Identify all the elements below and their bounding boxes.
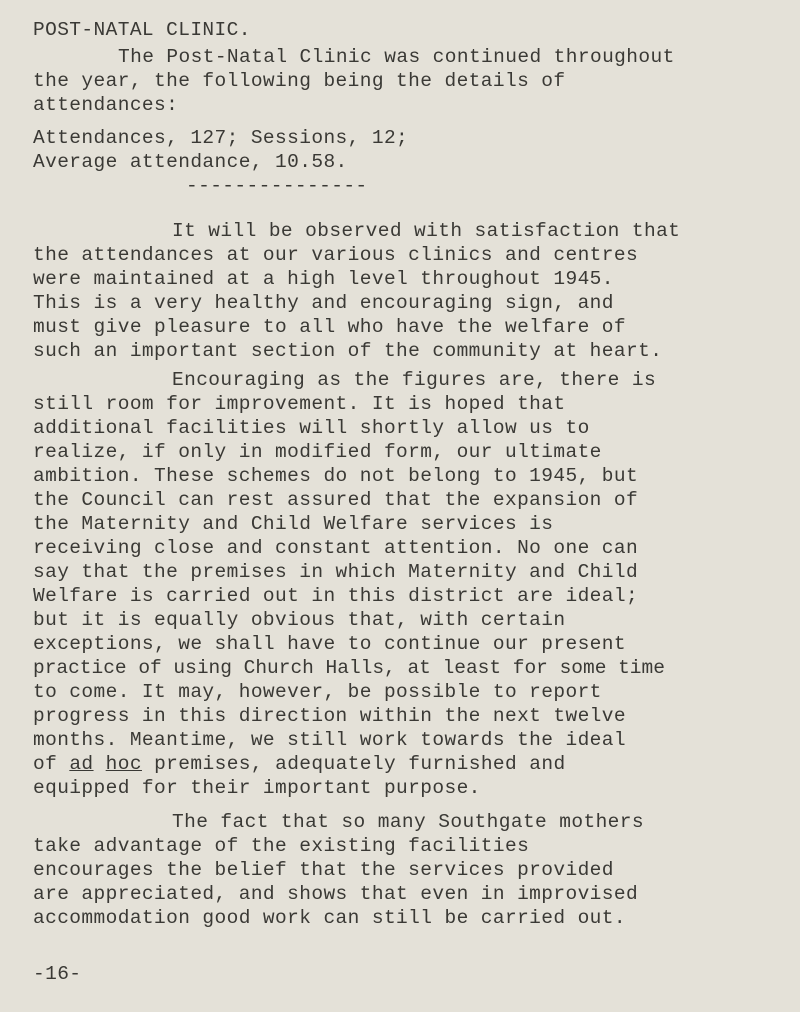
paragraph-line: must give pleasure to all who have the welfare of	[33, 316, 626, 338]
paragraph-line: were maintained at a high level throughout 1945.	[33, 268, 614, 290]
paragraph-line: accommodation good work can still be carried out.	[33, 907, 626, 929]
paragraph-line: say that the premises in which Maternity and Child	[33, 561, 639, 583]
paragraph-line: The fact that so many Southgate mothers	[172, 811, 644, 833]
paragraph-line: realize, if only in modified form, our ultimate	[33, 441, 602, 463]
paragraph-line: additional facilities will shortly allow us to	[33, 417, 590, 439]
paragraph-line: but it is equally obvious that, with certain	[33, 609, 566, 631]
paragraph-line: practice of using Church Halls, at least for some time	[33, 657, 665, 679]
paragraph-line: ambition. These schemes do not belong to 1945, but	[33, 465, 639, 487]
paragraph-line: still room for improvement. It is hoped that	[33, 393, 566, 415]
paragraph-line: This is a very healthy and encouraging sign, and	[33, 292, 614, 314]
paragraph-line: the attendances at our various clinics and centres	[33, 244, 639, 266]
paragraph-line: encourages the belief that the services provided	[33, 859, 614, 881]
intro-line: The Post-Natal Clinic was continued throughout	[118, 46, 675, 68]
paragraph-line: receiving close and constant attention. No one can	[33, 537, 639, 559]
stats-line: Attendances, 127; Sessions, 12;	[33, 127, 409, 149]
paragraph-line: the Council can rest assured that the expansion of	[33, 489, 639, 511]
tail-rest: premises, adequately furnished and	[154, 753, 566, 775]
paragraph-line: exceptions, we shall have to continue our present	[33, 633, 626, 655]
underlined-ad: ad	[69, 753, 94, 775]
stats-line: Average attendance, 10.58.	[33, 151, 348, 173]
paragraph-line: months. Meantime, we still work towards the ideal	[33, 729, 626, 751]
paragraph-line: progress in this direction within the next twelve	[33, 705, 626, 727]
paragraph-line	[33, 752, 566, 776]
intro-line: the year, the following being the details of	[33, 70, 566, 92]
section-heading: POST-NATAL CLINIC.	[33, 19, 251, 41]
paragraph-line: equipped for their important purpose.	[33, 777, 481, 799]
paragraph-line: It will be observed with satisfaction that	[172, 220, 681, 242]
paragraph-line: to come. It may, however, be possible to report	[33, 681, 602, 703]
paragraph-line: Welfare is carried out in this district are ideal;	[33, 585, 639, 607]
word-of: of	[33, 753, 58, 775]
paragraph-line: Encouraging as the figures are, there is	[172, 369, 657, 391]
divider: ---------------	[186, 175, 368, 197]
intro-line: attendances:	[33, 94, 179, 116]
paragraph-line: take advantage of the existing facilities	[33, 835, 530, 857]
paragraph-line: the Maternity and Child Welfare services is	[33, 513, 554, 535]
page-number: -16-	[33, 963, 82, 985]
paragraph-line: are appreciated, and shows that even in improvised	[33, 883, 639, 905]
paragraph-line: such an important section of the community at heart.	[33, 340, 663, 362]
underlined-hoc: hoc	[105, 753, 142, 775]
